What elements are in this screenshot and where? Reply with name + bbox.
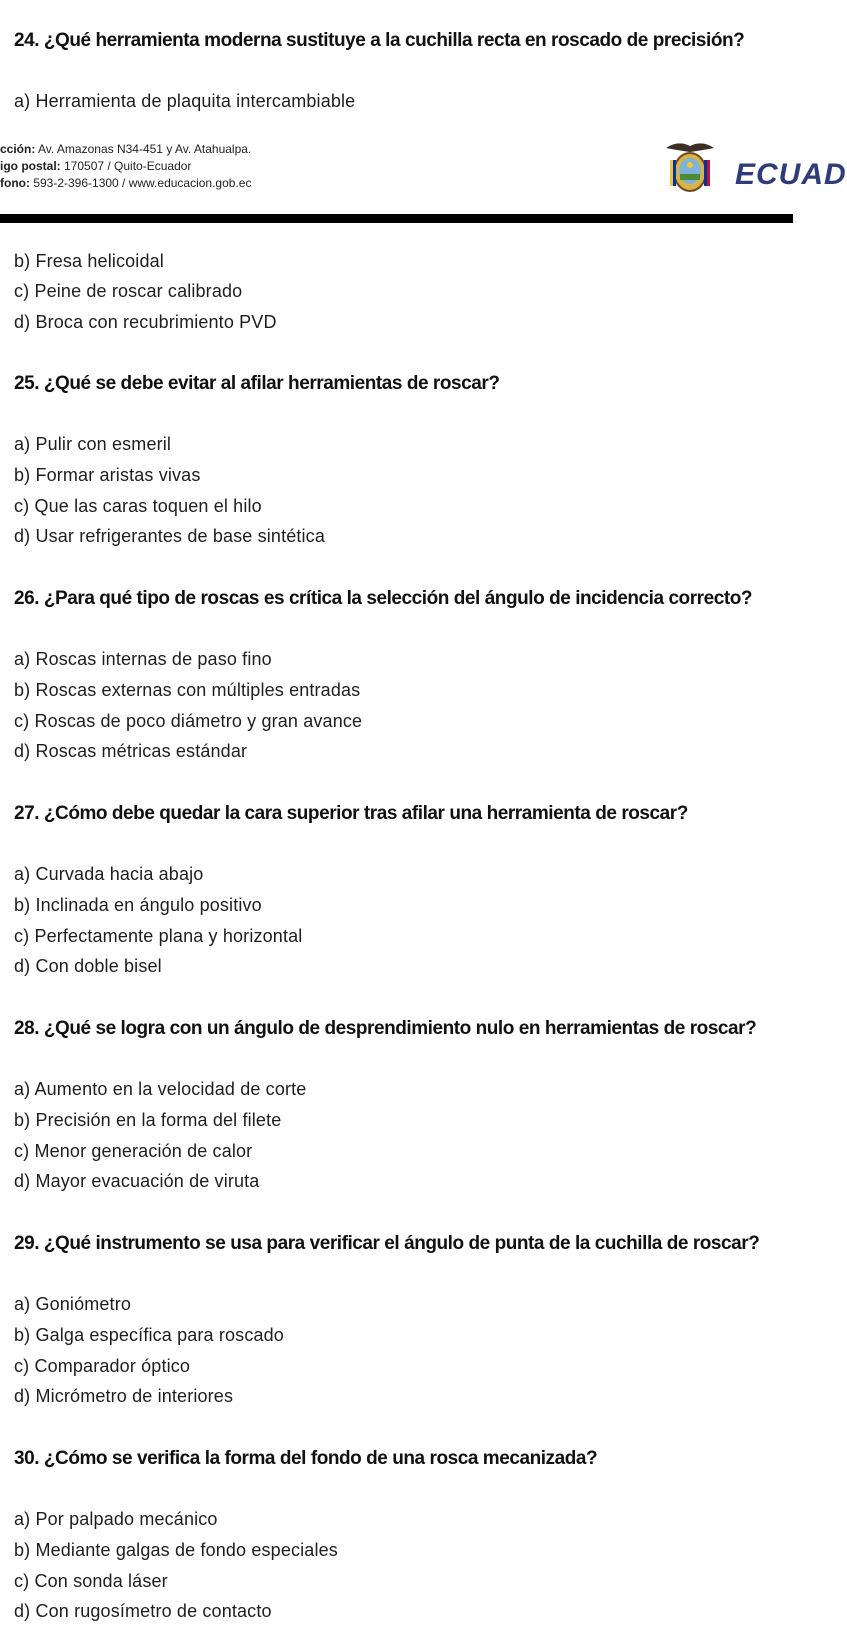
question-title: 28. ¿Qué se logra con un ángulo de desprendimiento nulo en herramientas de roscar? [14,1018,757,1039]
question-title: 24. ¿Qué herramienta moderna sustituye a la cuchilla recta en roscado de precisión? [14,30,745,51]
option-item: b) Mediante galgas de fondo especiales [14,1540,338,1560]
footer-address [0,142,251,156]
option-item: d) Roscas métricas estándar [14,741,248,761]
question-title: 29. ¿Qué instrumento se usa para verificar el ángulo de punta de la cuchilla de roscar? [14,1233,760,1254]
option-item: a) Herramienta de plaquita intercambiable [14,91,356,111]
coat-of-arms-icon [664,138,716,194]
footer-phone [0,176,251,190]
footer-phone-value: 593-2-396-1300 / www.educacion.gob.ec [29,176,252,190]
footer-phone-label: fono: [0,176,30,190]
option-item: c) Roscas de poco diámetro y gran avance [14,711,363,731]
question-title: 26. ¿Para qué tipo de roscas es crítica la selección del ángulo de incidencia correcto? [14,588,753,609]
option-item: d) Con doble bisel [14,956,162,976]
option-item: d) Mayor evacuación de viruta [14,1171,260,1191]
footer-postal-label: igo postal: [0,159,61,173]
footer-address-label: cción: [0,142,36,156]
question-title: 30. ¿Cómo se verifica la forma del fondo de una rosca mecanizada? [14,1448,598,1469]
option-item: c) Peine de roscar calibrado [14,281,243,301]
option-item: a) Roscas internas de paso fino [14,649,272,669]
footer-postal-value: 170507 / Quito-Ecuador [60,159,192,173]
option-item: b) Precisión en la forma del filete [14,1110,282,1130]
option-item: b) Roscas externas con múltiples entradas [14,680,361,700]
option-item: c) Perfectamente plana y horizontal [14,926,303,946]
option-item: c) Menor generación de calor [14,1141,253,1161]
option-item: a) Goniómetro [14,1294,131,1314]
option-item: a) Curvada hacia abajo [14,864,204,884]
option-item: b) Fresa helicoidal [14,251,164,271]
option-item: a) Pulir con esmeril [14,434,172,454]
option-item: c) Comparador óptico [14,1356,191,1376]
footer-address-value: Av. Amazonas N34-451 y Av. Atahualpa. [35,142,252,156]
option-item: b) Galga específica para roscado [14,1325,284,1345]
option-item: d) Con rugosímetro de contacto [14,1601,272,1621]
option-item: a) Por palpado mecánico [14,1509,218,1529]
option-item: b) Formar aristas vivas [14,465,201,485]
option-item: b) Inclinada en ángulo positivo [14,895,262,915]
option-item: c) Que las caras toquen el hilo [14,496,262,516]
question-title: 25. ¿Qué se debe evitar al afilar herramientas de roscar? [14,373,500,394]
option-item: a) Aumento en la velocidad de corte [14,1079,307,1099]
ministry-logo-text: ECUAD [735,158,847,191]
question-title: 27. ¿Cómo debe quedar la cara superior tras afilar una herramienta de roscar? [14,803,688,824]
footer-postal [0,159,191,173]
option-item: c) Con sonda láser [14,1571,168,1591]
option-item: d) Micrómetro de interiores [14,1386,234,1406]
option-item: d) Usar refrigerantes de base sintética [14,526,325,546]
page-divider [0,214,793,223]
option-item: d) Broca con recubrimiento PVD [14,312,277,332]
